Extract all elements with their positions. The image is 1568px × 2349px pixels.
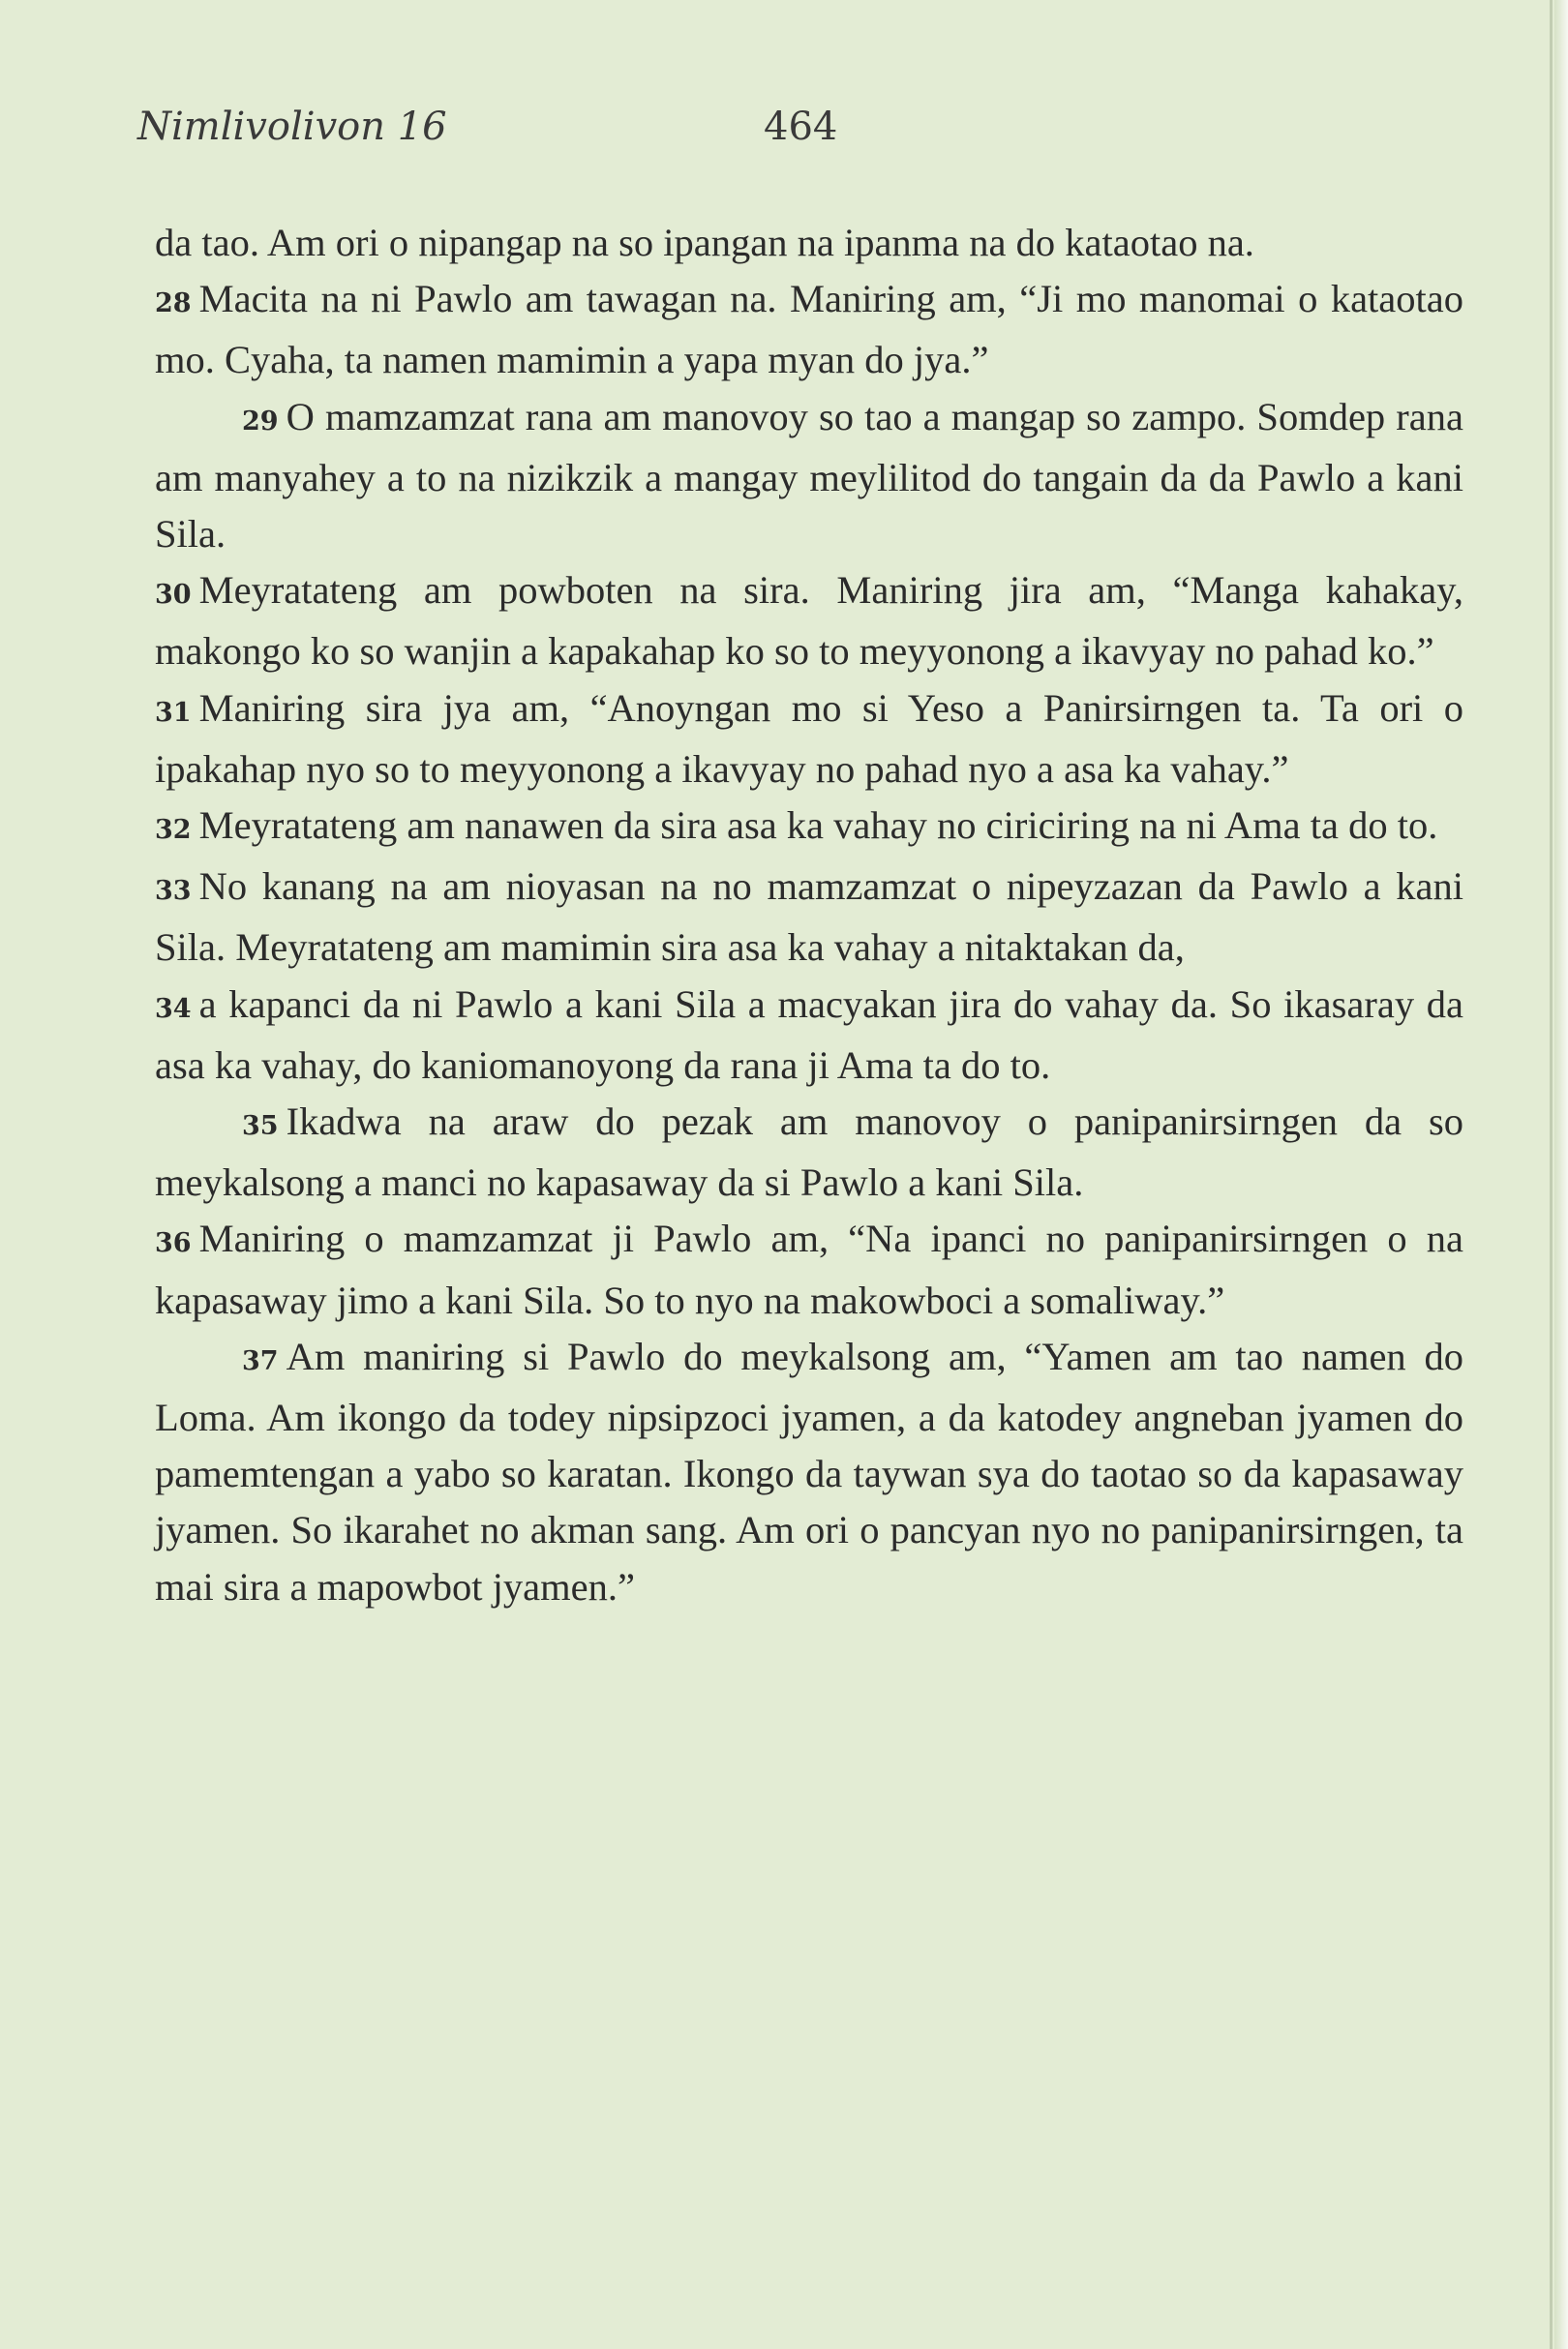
verse-text: Maniring sira jya am, “Anoyngan mo si Yeso a Panirsirngen ta. Ta ori o ipakahap nyo so to meyyonong a ikavyay no pahad nyo a asa ka vahay.” <box>155 685 1463 791</box>
paragraph <box>155 1211 1463 1328</box>
body-text <box>155 215 1463 1615</box>
paragraph <box>155 1329 1463 1615</box>
verse-number: 32 <box>155 815 192 846</box>
paragraph <box>155 215 1463 271</box>
verse-text: da tao. Am ori o nipangap na so ipangan na ipanma na do kataotao na. <box>155 221 1254 264</box>
verse-text: No kanang na am nioyasan na no mamzamzat o nipeyzazan da Pawlo a kani Sila. Meyratateng am mamimin sira asa ka vahay a nitaktakan da, <box>155 864 1463 970</box>
verse-text: Am maniring si Pawlo do meykalsong am, “Yamen am tao namen do Loma. Am ikongo da todey nipsipzoci jyamen, a da katodey angneban jyamen do pamemtengan a yabo so karatan. Ikongo da taywan sya do taotao so da kapasaway jyamen. So ikarahet no akman sang. Am ori o pancyan nyo no panipanirsirngen, ta mai sira a mapowbot jyamen.” <box>155 1334 1463 1609</box>
verse-number: 34 <box>155 993 192 1024</box>
verse-number: 30 <box>155 580 192 611</box>
verse-text: Ikadwa na araw do pezak am manovoy o panipanirsirngen da so meykalsong a manci no kapasaway da si Pawlo a kani Sila. <box>155 1099 1463 1205</box>
verse-number: 33 <box>155 876 192 907</box>
paragraph <box>155 977 1463 1094</box>
verse-text: Maniring o mamzamzat ji Pawlo am, “Na ipanci no panipanirsirngen o na kapasaway jimo a kani Sila. So to nyo na makowboci a somaliway.” <box>155 1217 1463 1322</box>
page-edge <box>1554 0 1568 2349</box>
verse-number: 37 <box>242 1345 279 1376</box>
page-header <box>137 105 1493 163</box>
paragraph <box>155 271 1463 388</box>
paragraph <box>155 680 1463 798</box>
verse-number: 31 <box>155 697 192 728</box>
paragraph <box>155 389 1463 563</box>
paragraph <box>155 798 1463 858</box>
verse-text: Macita na ni Pawlo am tawagan na. Maniring am, “Ji mo manomai o kataotao mo. Cyaha, ta namen mamimin a yapa myan do jya.” <box>155 277 1463 382</box>
running-title: Nimlivolivon 16 <box>137 105 447 149</box>
verse-number: 28 <box>155 288 192 319</box>
verse-number: 29 <box>242 406 279 437</box>
page-edge-line <box>1550 0 1553 2349</box>
verse-number: 36 <box>155 1228 192 1259</box>
verse-text: a kapanci da ni Pawlo a kani Sila a macyakan jira do vahay da. So ikasaray da asa ka vahay, do kaniomanoyong da rana ji Ama ta do to. <box>155 981 1463 1087</box>
paragraph <box>155 562 1463 679</box>
verse-text: Meyratateng am nanawen da sira asa ka vahay no ciriciring na ni Ama ta do to. <box>198 803 1438 848</box>
verse-text: O mamzamzat rana am manovoy so tao a mangap so zampo. Somdep rana am manyahey a to na nizikzik a mangay meylilitod do tangain da da Pawlo a kani Sila. <box>155 394 1463 557</box>
verse-number: 35 <box>242 1111 279 1142</box>
paragraph <box>155 858 1463 976</box>
page-number: 464 <box>764 105 838 149</box>
paragraph <box>155 1094 1463 1211</box>
verse-text: Meyratateng am powboten na sira. Maniring jira am, “Manga kahakay, makongo ko so wanjin a kapakahap ko so to meyyonong a ikavyay no pahad ko.” <box>155 568 1463 674</box>
